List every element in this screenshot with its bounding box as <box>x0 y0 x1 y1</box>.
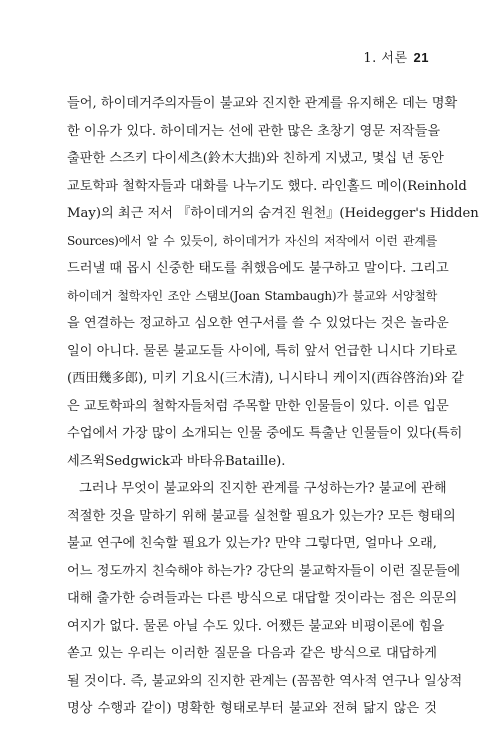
text-line: 하이데거 철학자인 조안 스탬보(Joan Stambaugh)가 불교와 서양철학 <box>67 288 437 303</box>
text-line: 세즈윅Sedgwick과 바타유Bataille). <box>67 453 286 469</box>
text-line: 일이 아니다. 물론 불교도들 사이에, 특히 앞서 언급한 니시다 기타로 <box>67 343 458 359</box>
page-number: 21 <box>413 50 429 65</box>
text-line: 쏟고 있는 우리는 이러한 질문을 다음과 같은 방식으로 대답하게 <box>67 646 437 661</box>
text-line: 그러나 무엇이 불교와의 진지한 관계를 구성하는가? 불교에 관해 <box>79 481 447 496</box>
text-line: 한 이유가 있다. 하이데거는 선에 관한 많은 초창기 영문 저작들을 <box>67 123 441 139</box>
text-line: 을 연결하는 정교하고 심오한 연구서를 쓸 수 있었다는 것은 놀라운 <box>67 316 449 331</box>
body-text <box>67 90 479 723</box>
text-line: 들어, 하이데거주의자들이 불교와 진지한 관계를 유지해온 데는 명확 <box>67 96 458 111</box>
text-line: 대해 출가한 승려들과는 다른 방식으로 대답할 것이라는 점은 의문의 <box>67 591 458 606</box>
text-line: 명상 수행과 같이) 명확한 형태로부터 불교와 전혀 닮지 않은 것 <box>67 701 437 716</box>
running-header <box>363 50 429 67</box>
text-line: 교토학파 철학자들과 대화를 나누기도 했다. 라인홀드 메이(Reinhold <box>67 178 467 194</box>
text-line: 드러낼 때 몹시 신중한 태도를 취했음에도 불구하고 말이다. 그리고 <box>67 261 449 276</box>
text-line: 적절한 것을 말하기 위해 불교를 실천할 필요가 있는가? 모든 형태의 <box>67 508 456 524</box>
text-line: May)의 최근 저서 『하이데거의 숨겨진 원천』(Heidegger's Hidden <box>67 206 479 221</box>
text-line: 은 교토학파의 철학자들처럼 주목할 만한 인물들이 있다. 이른 입문 <box>67 398 449 414</box>
text-line: 될 것이다. 즉, 불교와의 진지한 관계는 (꼼꼼한 역사적 연구나 일상적 <box>67 673 463 689</box>
chapter-title: 1. 서론 <box>363 51 408 66</box>
text-line: Sources)에서 알 수 있듯이, 하이데거가 자신의 저작에서 이런 관계를 <box>67 233 437 248</box>
text-line: 어느 정도까지 친숙해야 하는가? 강단의 불교학자들이 이런 질문들에 <box>67 563 461 579</box>
text-line: 출판한 스즈키 다이세츠(鈴木大拙)와 친하게 지냈고, 몇십 년 동안 <box>67 151 444 166</box>
text-line: 여지가 없다. 물론 아닐 수도 있다. 어쨌든 불교와 비평이론에 힘을 <box>67 618 445 634</box>
text-line: (西田幾多郎), 미키 기요시(三木清), 니시타니 케이지(西谷啓治)와 같 <box>67 371 464 386</box>
text-line: 수업에서 가장 많이 소개되는 인물 중에도 특출난 인물들이 있다(특히 <box>67 426 463 441</box>
text-line: 불교 연구에 친숙할 필요가 있는가? 만약 그렇다면, 얼마나 오래, <box>67 536 437 551</box>
